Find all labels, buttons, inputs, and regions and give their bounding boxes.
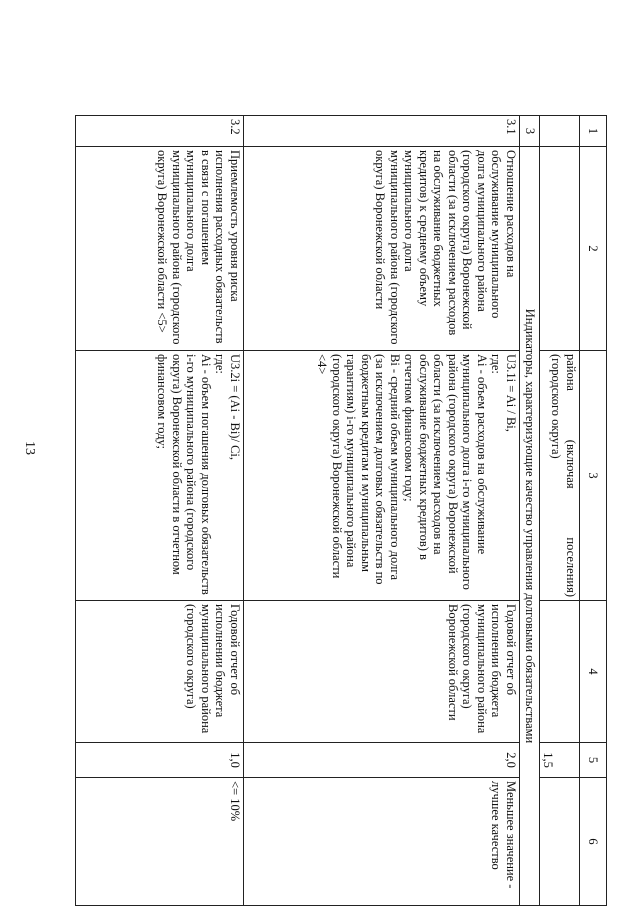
continuation-row xyxy=(540,116,580,906)
formula: U3.2i = (Ai - Bi)/ Ci, xyxy=(228,354,242,461)
source-cell: Годовой отчет об исполнении бюджета муниципального района (городского округа) Воронежской области xyxy=(244,601,520,743)
row-number: 3.2 xyxy=(76,116,244,147)
formula: U3.1i = Ai / Bi, xyxy=(504,354,518,432)
weight-cell: 2,0 xyxy=(244,743,520,778)
continuation-text: района (включая поселения) (городского округа) xyxy=(540,351,580,601)
header-row xyxy=(580,116,607,906)
header-col-6: 6 xyxy=(580,778,607,906)
header-col-4: 4 xyxy=(580,601,607,743)
section-title: Индикаторы, характеризующие качество управления долговыми обязательствами xyxy=(520,147,540,906)
row-number: 3.1 xyxy=(244,116,520,147)
header-col-5: 5 xyxy=(580,743,607,778)
weight-cell: 1,0 xyxy=(76,743,244,778)
header-col-2: 2 xyxy=(580,147,607,351)
indicator-name: Отношение расходов на обслуживание муниципального долга муниципального района (городского округа) Воронежской области (за исключением расходов на обслуживание бюджетных кредитов) к среднему объему муниципального долга муниципального района (городского округа) Воронежской области xyxy=(244,147,520,351)
page-number: 13 xyxy=(22,441,37,455)
formula-cell: U3.1i = Ai / Bi, где: Ai - объем расходов на обслуживание муниципального долга i-го муниципального района (городского округа) Воронежской области (за исключением расходов на обслуживание бюджетных кредитов) в отчетном финансовом году; Bi - средний объем муниципального долга (за исключением долговых обязательств по бюджетным кредитам и муниципальным гарантиям) i-го муниципального района (городского округа) Воронежской области <4> xyxy=(244,351,520,601)
table-row xyxy=(244,116,520,906)
continuation-weight: 1,5 xyxy=(540,743,580,778)
note-cell: Меньшее значение - лучшее качество xyxy=(244,778,520,906)
note-cell: <= 10% xyxy=(76,778,244,906)
indicators-table xyxy=(75,115,607,906)
indicator-name: Приемлемость уровня риска исполнения расходных обязательств в связи с погашением муниципального долга муниципального района (городского округа) Воронежской области <5> xyxy=(76,147,244,351)
source-cell: Годовой отчет об исполнении бюджета муниципального района (городского округа) xyxy=(76,601,244,743)
section-number: 3 xyxy=(520,116,540,147)
formula-cell: U3.2i = (Ai - Bi)/ Ci, где: Ai - объем погашения долговых обязательств i-го муниципального района (городского округа) Воронежской области в отчетном финансовом году; xyxy=(76,351,244,601)
header-col-1: 1 xyxy=(580,116,607,147)
rotated-table-container xyxy=(75,115,607,905)
header-col-3: 3 xyxy=(580,351,607,601)
table-row xyxy=(76,116,244,906)
section-row xyxy=(520,116,540,906)
